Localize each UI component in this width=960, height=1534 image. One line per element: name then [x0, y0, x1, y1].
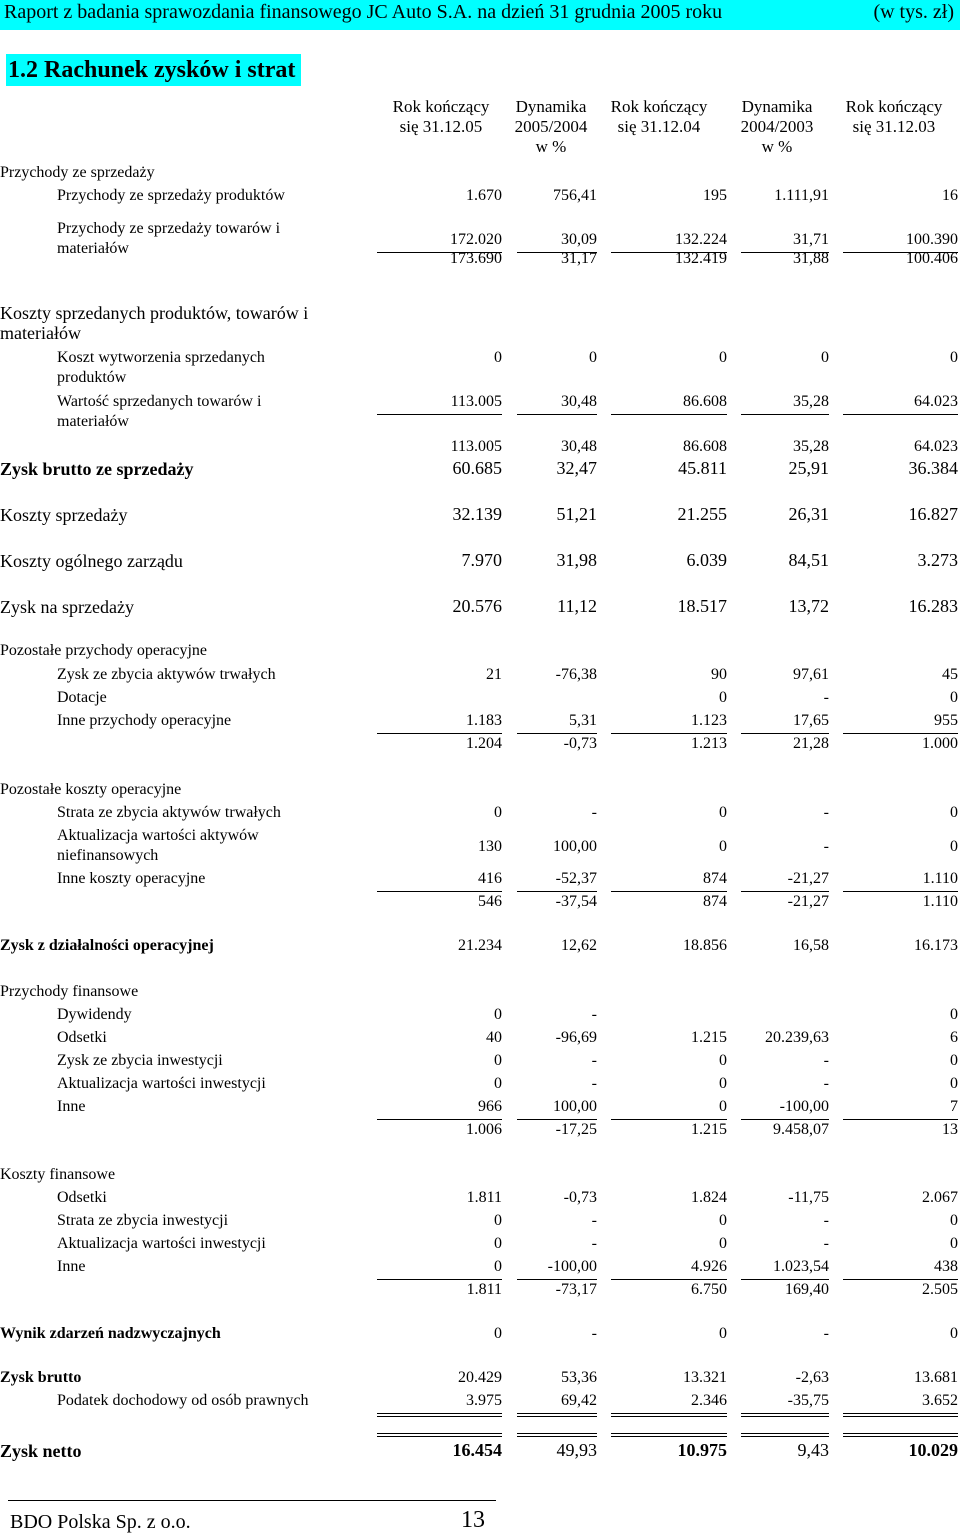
value-cell: -: [591, 1052, 597, 1069]
value-cell: 1.123: [691, 712, 727, 729]
value-cell: 30,48: [561, 438, 597, 455]
row-label: Aktualizacja wartości inwestycji: [57, 1075, 266, 1092]
value-cell: 7: [950, 1098, 958, 1115]
value-cell: -0,73: [563, 1189, 597, 1206]
value-cell: 1.811: [466, 1189, 502, 1206]
row-label: Strata ze zbycia inwestycji: [57, 1212, 229, 1229]
row-label: Strata ze zbycia aktywów trwałych: [57, 804, 281, 821]
value-cell: 45: [942, 666, 958, 683]
value-cell: -: [591, 1212, 597, 1229]
value-cell: 31,98: [556, 550, 597, 570]
value-cell: 1.215: [691, 1029, 727, 1046]
value-cell: 97,61: [793, 666, 829, 683]
value-cell: -21,27: [787, 870, 829, 887]
value-cell: -: [823, 1075, 829, 1092]
value-cell: 100,00: [553, 1098, 597, 1115]
column-rule: [843, 414, 958, 415]
column-header-line: w %: [761, 137, 793, 156]
value-cell: 130: [478, 838, 502, 855]
value-cell: 36.384: [908, 458, 958, 478]
value-cell: 113.005: [450, 438, 502, 455]
column-header-line: 2004/2003: [740, 117, 814, 136]
value-cell: 1.824: [691, 1189, 727, 1206]
value-cell: 16.173: [914, 937, 958, 954]
value-cell: 84,51: [788, 550, 829, 570]
column-header-line: Rok kończący: [845, 97, 943, 116]
value-cell: -52,37: [555, 870, 597, 887]
value-cell: 16,58: [793, 937, 829, 954]
row-label: Pozostałe koszty operacyjne: [0, 781, 182, 798]
value-cell: 0: [950, 689, 958, 706]
value-cell: 0: [719, 1075, 727, 1092]
page-number: 13: [461, 1507, 485, 1533]
column-header-line: Rok kończący: [392, 97, 490, 116]
row-label: Zysk na sprzedaży: [0, 597, 134, 617]
value-cell: 51,21: [556, 504, 597, 524]
value-cell: 32,47: [556, 458, 597, 478]
value-cell: 874: [703, 870, 727, 887]
row-label: Koszty sprzedanych produktów, towarów i materiałów: [0, 303, 309, 343]
value-cell: 0: [494, 804, 502, 821]
row-label: Inne przychody operacyjne: [57, 712, 232, 729]
value-cell: 7.970: [461, 550, 502, 570]
value-cell: 416: [478, 870, 502, 887]
value-cell: -100,00: [547, 1258, 597, 1275]
row-label: Zysk ze zbycia aktywów trwałych: [57, 666, 276, 683]
value-cell: 0: [719, 1052, 727, 1069]
column-rule: [377, 1433, 502, 1437]
column-rule: [611, 1413, 727, 1417]
row-label: Podatek dochodowy od osób prawnych: [57, 1392, 309, 1409]
value-cell: 26,31: [788, 504, 829, 524]
value-cell: 100,00: [553, 838, 597, 855]
value-cell: 0: [950, 1325, 958, 1342]
column-rule: [517, 414, 597, 415]
column-rule: [377, 1413, 502, 1417]
value-cell: 195: [703, 187, 727, 204]
value-cell: 6.750: [691, 1281, 727, 1298]
row-label: Zysk z działalności operacyjnej: [0, 937, 214, 954]
value-cell: 0: [719, 1325, 727, 1342]
value-cell: 10.029: [908, 1440, 958, 1460]
value-cell: 3.975: [466, 1392, 502, 1409]
value-cell: 173.690: [450, 250, 502, 267]
row-label: Dotacje: [57, 689, 107, 706]
value-cell: 45.811: [678, 458, 727, 478]
value-cell: 13: [942, 1121, 958, 1138]
row-label: Wartość sprzedanych towarów i materiałów: [57, 393, 262, 430]
value-cell: 9.458,07: [773, 1121, 829, 1138]
column-header-line: 2005/2004: [514, 117, 588, 136]
row-label: Zysk netto: [0, 1441, 82, 1461]
value-cell: 1.213: [691, 735, 727, 752]
value-cell: 13.321: [683, 1369, 727, 1386]
value-cell: 18.517: [677, 596, 727, 616]
value-cell: 172.020: [450, 231, 502, 248]
value-cell: 0: [950, 1075, 958, 1092]
value-cell: 1.670: [466, 187, 502, 204]
value-cell: 0: [494, 349, 502, 366]
value-cell: 0: [719, 804, 727, 821]
value-cell: 6.039: [686, 550, 727, 570]
value-cell: 0: [494, 1006, 502, 1023]
value-cell: 1.111,91: [774, 187, 829, 204]
value-cell: 16.283: [908, 596, 958, 616]
value-cell: 169,40: [785, 1281, 829, 1298]
footer-company: BDO Polska Sp. z o.o.: [10, 1511, 191, 1533]
value-cell: 2.067: [922, 1189, 958, 1206]
value-cell: -: [591, 1235, 597, 1252]
value-cell: 0: [950, 1052, 958, 1069]
row-label: Przychody ze sprzedaży: [0, 164, 155, 181]
value-cell: 1.811: [466, 1281, 502, 1298]
value-cell: 0: [719, 1235, 727, 1252]
value-cell: 31,17: [561, 250, 597, 267]
value-cell: 12,62: [561, 937, 597, 954]
row-label: Wynik zdarzeń nadzwyczajnych: [0, 1325, 221, 1342]
row-label: Dywidendy: [57, 1006, 132, 1023]
value-cell: 0: [950, 1212, 958, 1229]
value-cell: 0: [950, 1006, 958, 1023]
column-rule: [741, 414, 829, 415]
value-cell: 10.975: [677, 1440, 727, 1460]
value-cell: 0: [719, 689, 727, 706]
column-rule: [741, 1433, 829, 1437]
value-cell: 132.224: [675, 231, 727, 248]
value-cell: 11,12: [557, 596, 597, 616]
value-cell: 100.390: [906, 231, 958, 248]
report-header: [0, 0, 960, 30]
value-cell: 17,65: [793, 712, 829, 729]
value-cell: 13.681: [914, 1369, 958, 1386]
value-cell: 16.827: [908, 504, 958, 524]
value-cell: -: [823, 1325, 829, 1342]
value-cell: 0: [719, 349, 727, 366]
value-cell: -17,25: [555, 1121, 597, 1138]
row-label: Aktualizacja wartości aktywów niefinansowych: [57, 827, 259, 864]
value-cell: 20.239,63: [765, 1029, 829, 1046]
value-cell: 53,36: [561, 1369, 597, 1386]
value-cell: -37,54: [555, 893, 597, 910]
value-cell: 0: [950, 804, 958, 821]
value-cell: 1.110: [922, 870, 958, 887]
column-rule: [517, 1433, 597, 1437]
value-cell: 0: [494, 1325, 502, 1342]
value-cell: -35,75: [787, 1392, 829, 1409]
value-cell: -2,63: [795, 1369, 829, 1386]
value-cell: 16.454: [452, 1440, 502, 1460]
column-rule: [611, 1433, 727, 1437]
report-title: Raport z badania sprawozdania finansowego JC Auto S.A. na dzień 31 grudnia 2005 roku: [4, 1, 723, 23]
value-cell: -: [823, 1052, 829, 1069]
value-cell: 64.023: [914, 438, 958, 455]
column-header-5: [824, 97, 960, 137]
value-cell: -: [823, 689, 829, 706]
value-cell: 25,91: [788, 458, 829, 478]
value-cell: 1.204: [466, 735, 502, 752]
value-cell: 0: [950, 838, 958, 855]
value-cell: 30,48: [561, 393, 597, 410]
section-title: 1.2 Rachunek zysków i strat: [6, 54, 301, 86]
value-cell: 31,88: [793, 250, 829, 267]
value-cell: -: [591, 1075, 597, 1092]
value-cell: 1.183: [466, 712, 502, 729]
row-label: Przychody finansowe: [0, 983, 139, 1000]
column-rule: [741, 1413, 829, 1417]
column-rule: [611, 414, 727, 415]
value-cell: 438: [934, 1258, 958, 1275]
row-label: Koszty ogólnego zarządu: [0, 551, 183, 571]
row-label: Inne: [57, 1258, 86, 1275]
value-cell: 1.110: [922, 893, 958, 910]
row-label: Inne koszty operacyjne: [57, 870, 206, 887]
value-cell: 35,28: [793, 393, 829, 410]
value-cell: 6: [950, 1029, 958, 1046]
value-cell: 966: [478, 1098, 502, 1115]
value-cell: -: [591, 1006, 597, 1023]
row-label: Przychody ze sprzedaży produktów: [57, 187, 285, 204]
value-cell: 40: [486, 1029, 502, 1046]
row-label: Zysk ze zbycia inwestycji: [57, 1052, 223, 1069]
value-cell: 0: [821, 349, 829, 366]
value-cell: 13,72: [788, 596, 829, 616]
value-cell: 100.406: [906, 250, 958, 267]
value-cell: 30,09: [561, 231, 597, 248]
value-cell: -73,17: [555, 1281, 597, 1298]
value-cell: -: [591, 804, 597, 821]
column-header-line: Dynamika: [741, 97, 813, 116]
column-rule: [843, 1413, 958, 1417]
value-cell: 756,41: [553, 187, 597, 204]
value-cell: 64.023: [914, 393, 958, 410]
value-cell: 21: [486, 666, 502, 683]
value-cell: 0: [589, 349, 597, 366]
value-cell: 0: [494, 1052, 502, 1069]
value-cell: 31,71: [793, 231, 829, 248]
value-cell: 32.139: [452, 504, 502, 524]
value-cell: 1.000: [922, 735, 958, 752]
value-cell: -76,38: [555, 666, 597, 683]
value-cell: 60.685: [452, 458, 502, 478]
row-label: Koszty sprzedaży: [0, 505, 128, 525]
column-header-line: w %: [535, 137, 567, 156]
value-cell: 69,42: [561, 1392, 597, 1409]
value-cell: 86.608: [683, 438, 727, 455]
value-cell: 2.505: [922, 1281, 958, 1298]
column-rule: [517, 1413, 597, 1417]
value-cell: 21.255: [677, 504, 727, 524]
row-label: Inne: [57, 1098, 86, 1115]
unit-label: (w tys. zł): [873, 1, 954, 23]
value-cell: 0: [494, 1258, 502, 1275]
value-cell: 18.856: [683, 937, 727, 954]
column-rule: [377, 414, 502, 415]
value-cell: -100,00: [779, 1098, 829, 1115]
value-cell: 49,93: [556, 1440, 597, 1460]
value-cell: 132.419: [675, 250, 727, 267]
value-cell: 3.273: [917, 550, 958, 570]
value-cell: -0,73: [563, 735, 597, 752]
row-label: Zysk brutto ze sprzedaży: [0, 459, 194, 479]
value-cell: -: [823, 1212, 829, 1229]
value-cell: 16: [942, 187, 958, 204]
value-cell: -: [591, 1325, 597, 1342]
column-header-line: Dynamika: [515, 97, 587, 116]
value-cell: 113.005: [450, 393, 502, 410]
value-cell: 546: [478, 893, 502, 910]
column-header-line: się 31.12.04: [617, 117, 701, 136]
value-cell: -21,27: [787, 893, 829, 910]
value-cell: 1.006: [466, 1121, 502, 1138]
value-cell: 5,31: [569, 712, 597, 729]
value-cell: 955: [934, 712, 958, 729]
column-header-line: Rok kończący: [610, 97, 708, 116]
value-cell: -: [823, 804, 829, 821]
value-cell: 86.608: [683, 393, 727, 410]
value-cell: 3.652: [922, 1392, 958, 1409]
row-label: Przychody ze sprzedaży towarów i materiałów: [57, 220, 281, 257]
value-cell: 20.576: [452, 596, 502, 616]
row-label: Aktualizacja wartości inwestycji: [57, 1235, 266, 1252]
column-header-line: się 31.12.05: [399, 117, 483, 136]
value-cell: -: [823, 838, 829, 855]
footer-rule: [8, 1500, 496, 1501]
value-cell: 0: [719, 1098, 727, 1115]
row-label: Odsetki: [57, 1029, 107, 1046]
value-cell: 0: [494, 1212, 502, 1229]
value-cell: -: [823, 1235, 829, 1252]
row-label: Koszty finansowe: [0, 1166, 116, 1183]
value-cell: 0: [719, 1212, 727, 1229]
value-cell: 4.926: [691, 1258, 727, 1275]
value-cell: 1.215: [691, 1121, 727, 1138]
value-cell: 0: [950, 349, 958, 366]
column-rule: [843, 1433, 958, 1437]
value-cell: 1.023,54: [773, 1258, 829, 1275]
row-label: Pozostałe przychody operacyjne: [0, 642, 208, 659]
value-cell: 0: [950, 1235, 958, 1252]
value-cell: -11,75: [788, 1189, 829, 1206]
row-label: Koszt wytworzenia sprzedanych produktów: [57, 349, 265, 386]
value-cell: 21.234: [458, 937, 502, 954]
value-cell: 0: [719, 838, 727, 855]
value-cell: 2.346: [691, 1392, 727, 1409]
value-cell: 9,43: [797, 1440, 829, 1460]
value-cell: 21,28: [793, 735, 829, 752]
value-cell: 90: [711, 666, 727, 683]
value-cell: 20.429: [458, 1369, 502, 1386]
column-header-line: się 31.12.03: [852, 117, 936, 136]
value-cell: 0: [494, 1235, 502, 1252]
value-cell: 0: [494, 1075, 502, 1092]
value-cell: -96,69: [555, 1029, 597, 1046]
row-label: Odsetki: [57, 1189, 107, 1206]
row-label: Zysk brutto: [0, 1369, 82, 1386]
value-cell: 874: [703, 893, 727, 910]
value-cell: 35,28: [793, 438, 829, 455]
